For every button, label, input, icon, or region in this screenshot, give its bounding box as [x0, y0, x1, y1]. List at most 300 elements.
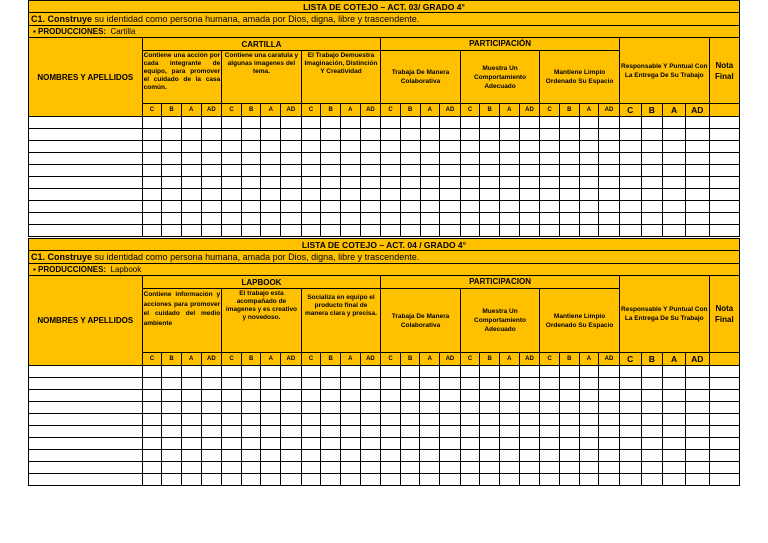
score-cell[interactable]: [480, 213, 500, 225]
score-cell[interactable]: [301, 201, 321, 213]
score-cell[interactable]: [400, 450, 420, 462]
score-cell[interactable]: [500, 402, 520, 414]
score-cell[interactable]: [321, 117, 341, 129]
score-cell[interactable]: [281, 402, 302, 414]
score-cell[interactable]: [360, 390, 381, 402]
score-cell[interactable]: [480, 141, 500, 153]
score-cell[interactable]: [142, 117, 162, 129]
score-cell[interactable]: [420, 225, 440, 237]
score-cell[interactable]: [381, 117, 401, 129]
student-name-cell[interactable]: [29, 390, 143, 402]
score-cell[interactable]: [201, 189, 222, 201]
score-cell[interactable]: [619, 426, 641, 438]
score-cell[interactable]: [500, 225, 520, 237]
score-cell[interactable]: [261, 177, 281, 189]
score-cell[interactable]: [519, 426, 540, 438]
score-cell[interactable]: [142, 177, 162, 189]
score-cell[interactable]: [599, 153, 620, 165]
score-cell[interactable]: [281, 414, 302, 426]
score-cell[interactable]: [261, 378, 281, 390]
nota-final-cell[interactable]: [709, 117, 739, 129]
score-cell[interactable]: [559, 378, 579, 390]
score-cell[interactable]: [201, 201, 222, 213]
score-cell[interactable]: [559, 189, 579, 201]
score-cell[interactable]: [460, 402, 480, 414]
score-cell[interactable]: [579, 426, 599, 438]
score-cell[interactable]: [241, 117, 261, 129]
score-cell[interactable]: [519, 153, 540, 165]
nota-final-cell[interactable]: [709, 438, 739, 450]
score-cell[interactable]: [321, 189, 341, 201]
score-cell[interactable]: [301, 153, 321, 165]
score-cell[interactable]: [460, 177, 480, 189]
score-cell[interactable]: [440, 450, 461, 462]
score-cell[interactable]: [162, 426, 182, 438]
score-cell[interactable]: [420, 426, 440, 438]
score-cell[interactable]: [440, 189, 461, 201]
score-cell[interactable]: [619, 438, 641, 450]
score-cell[interactable]: [222, 225, 242, 237]
score-cell[interactable]: [162, 378, 182, 390]
score-cell[interactable]: [579, 378, 599, 390]
score-cell[interactable]: [480, 153, 500, 165]
score-cell[interactable]: [641, 189, 663, 201]
score-cell[interactable]: [540, 201, 560, 213]
score-cell[interactable]: [460, 450, 480, 462]
score-cell[interactable]: [685, 426, 709, 438]
score-cell[interactable]: [619, 450, 641, 462]
score-cell[interactable]: [261, 153, 281, 165]
score-cell[interactable]: [579, 117, 599, 129]
score-cell[interactable]: [142, 129, 162, 141]
score-cell[interactable]: [162, 213, 182, 225]
score-cell[interactable]: [241, 426, 261, 438]
score-cell[interactable]: [579, 165, 599, 177]
score-cell[interactable]: [641, 177, 663, 189]
score-cell[interactable]: [519, 165, 540, 177]
score-cell[interactable]: [321, 426, 341, 438]
score-cell[interactable]: [142, 462, 162, 474]
score-cell[interactable]: [381, 378, 401, 390]
student-name-cell[interactable]: [29, 462, 143, 474]
score-cell[interactable]: [142, 165, 162, 177]
score-cell[interactable]: [321, 474, 341, 486]
score-cell[interactable]: [579, 438, 599, 450]
score-cell[interactable]: [222, 177, 242, 189]
score-cell[interactable]: [460, 438, 480, 450]
score-cell[interactable]: [579, 201, 599, 213]
score-cell[interactable]: [241, 153, 261, 165]
score-cell[interactable]: [599, 189, 620, 201]
score-cell[interactable]: [222, 189, 242, 201]
score-cell[interactable]: [619, 414, 641, 426]
score-cell[interactable]: [281, 165, 302, 177]
score-cell[interactable]: [619, 165, 641, 177]
score-cell[interactable]: [559, 402, 579, 414]
score-cell[interactable]: [420, 414, 440, 426]
score-cell[interactable]: [400, 117, 420, 129]
score-cell[interactable]: [579, 474, 599, 486]
score-cell[interactable]: [400, 402, 420, 414]
score-cell[interactable]: [340, 426, 360, 438]
score-cell[interactable]: [201, 402, 222, 414]
score-cell[interactable]: [241, 225, 261, 237]
score-cell[interactable]: [420, 153, 440, 165]
score-cell[interactable]: [440, 366, 461, 378]
score-cell[interactable]: [460, 225, 480, 237]
score-cell[interactable]: [641, 450, 663, 462]
score-cell[interactable]: [201, 462, 222, 474]
score-cell[interactable]: [340, 402, 360, 414]
score-cell[interactable]: [222, 450, 242, 462]
score-cell[interactable]: [540, 117, 560, 129]
student-name-cell[interactable]: [29, 450, 143, 462]
score-cell[interactable]: [685, 450, 709, 462]
score-cell[interactable]: [559, 450, 579, 462]
score-cell[interactable]: [400, 414, 420, 426]
score-cell[interactable]: [222, 153, 242, 165]
score-cell[interactable]: [162, 390, 182, 402]
score-cell[interactable]: [440, 177, 461, 189]
student-name-cell[interactable]: [29, 153, 143, 165]
score-cell[interactable]: [480, 117, 500, 129]
score-cell[interactable]: [400, 189, 420, 201]
score-cell[interactable]: [340, 201, 360, 213]
score-cell[interactable]: [142, 201, 162, 213]
student-name-cell[interactable]: [29, 414, 143, 426]
score-cell[interactable]: [420, 378, 440, 390]
score-cell[interactable]: [519, 189, 540, 201]
score-cell[interactable]: [281, 189, 302, 201]
score-cell[interactable]: [440, 462, 461, 474]
student-name-cell[interactable]: [29, 438, 143, 450]
score-cell[interactable]: [619, 141, 641, 153]
score-cell[interactable]: [579, 462, 599, 474]
score-cell[interactable]: [261, 129, 281, 141]
score-cell[interactable]: [599, 378, 620, 390]
score-cell[interactable]: [440, 402, 461, 414]
score-cell[interactable]: [420, 141, 440, 153]
score-cell[interactable]: [400, 462, 420, 474]
score-cell[interactable]: [162, 201, 182, 213]
score-cell[interactable]: [663, 378, 686, 390]
score-cell[interactable]: [460, 141, 480, 153]
score-cell[interactable]: [440, 414, 461, 426]
score-cell[interactable]: [559, 177, 579, 189]
score-cell[interactable]: [400, 225, 420, 237]
score-cell[interactable]: [222, 438, 242, 450]
student-name-cell[interactable]: [29, 426, 143, 438]
score-cell[interactable]: [281, 117, 302, 129]
score-cell[interactable]: [321, 402, 341, 414]
score-cell[interactable]: [340, 225, 360, 237]
score-cell[interactable]: [500, 213, 520, 225]
score-cell[interactable]: [641, 141, 663, 153]
score-cell[interactable]: [460, 117, 480, 129]
score-cell[interactable]: [599, 141, 620, 153]
score-cell[interactable]: [381, 414, 401, 426]
score-cell[interactable]: [261, 390, 281, 402]
score-cell[interactable]: [663, 117, 686, 129]
score-cell[interactable]: [400, 438, 420, 450]
score-cell[interactable]: [162, 438, 182, 450]
score-cell[interactable]: [261, 474, 281, 486]
score-cell[interactable]: [540, 141, 560, 153]
score-cell[interactable]: [500, 390, 520, 402]
score-cell[interactable]: [181, 141, 201, 153]
score-cell[interactable]: [241, 390, 261, 402]
score-cell[interactable]: [281, 462, 302, 474]
score-cell[interactable]: [480, 225, 500, 237]
student-name-cell[interactable]: [29, 213, 143, 225]
score-cell[interactable]: [685, 402, 709, 414]
score-cell[interactable]: [400, 213, 420, 225]
score-cell[interactable]: [519, 474, 540, 486]
score-cell[interactable]: [201, 474, 222, 486]
score-cell[interactable]: [241, 177, 261, 189]
score-cell[interactable]: [579, 450, 599, 462]
score-cell[interactable]: [340, 450, 360, 462]
score-cell[interactable]: [480, 366, 500, 378]
score-cell[interactable]: [261, 402, 281, 414]
score-cell[interactable]: [519, 141, 540, 153]
score-cell[interactable]: [559, 426, 579, 438]
score-cell[interactable]: [360, 201, 381, 213]
score-cell[interactable]: [663, 414, 686, 426]
score-cell[interactable]: [685, 177, 709, 189]
score-cell[interactable]: [162, 414, 182, 426]
score-cell[interactable]: [540, 414, 560, 426]
score-cell[interactable]: [619, 402, 641, 414]
score-cell[interactable]: [619, 366, 641, 378]
student-name-cell[interactable]: [29, 378, 143, 390]
score-cell[interactable]: [579, 213, 599, 225]
score-cell[interactable]: [599, 414, 620, 426]
score-cell[interactable]: [360, 165, 381, 177]
score-cell[interactable]: [281, 426, 302, 438]
score-cell[interactable]: [540, 450, 560, 462]
score-cell[interactable]: [241, 366, 261, 378]
score-cell[interactable]: [540, 474, 560, 486]
score-cell[interactable]: [663, 390, 686, 402]
score-cell[interactable]: [261, 225, 281, 237]
score-cell[interactable]: [685, 438, 709, 450]
score-cell[interactable]: [181, 450, 201, 462]
score-cell[interactable]: [340, 462, 360, 474]
score-cell[interactable]: [663, 213, 686, 225]
score-cell[interactable]: [381, 165, 401, 177]
score-cell[interactable]: [241, 450, 261, 462]
score-cell[interactable]: [201, 141, 222, 153]
score-cell[interactable]: [321, 225, 341, 237]
score-cell[interactable]: [142, 153, 162, 165]
score-cell[interactable]: [301, 426, 321, 438]
score-cell[interactable]: [222, 378, 242, 390]
nota-final-cell[interactable]: [709, 402, 739, 414]
score-cell[interactable]: [241, 438, 261, 450]
nota-final-cell[interactable]: [709, 426, 739, 438]
score-cell[interactable]: [599, 165, 620, 177]
score-cell[interactable]: [540, 225, 560, 237]
score-cell[interactable]: [381, 189, 401, 201]
score-cell[interactable]: [500, 474, 520, 486]
score-cell[interactable]: [440, 141, 461, 153]
score-cell[interactable]: [460, 189, 480, 201]
score-cell[interactable]: [222, 462, 242, 474]
score-cell[interactable]: [420, 462, 440, 474]
score-cell[interactable]: [381, 225, 401, 237]
score-cell[interactable]: [519, 414, 540, 426]
score-cell[interactable]: [222, 414, 242, 426]
score-cell[interactable]: [619, 378, 641, 390]
score-cell[interactable]: [181, 366, 201, 378]
score-cell[interactable]: [360, 141, 381, 153]
score-cell[interactable]: [241, 402, 261, 414]
score-cell[interactable]: [663, 450, 686, 462]
score-cell[interactable]: [559, 438, 579, 450]
score-cell[interactable]: [440, 129, 461, 141]
score-cell[interactable]: [500, 378, 520, 390]
score-cell[interactable]: [579, 414, 599, 426]
score-cell[interactable]: [440, 426, 461, 438]
score-cell[interactable]: [400, 177, 420, 189]
student-name-cell[interactable]: [29, 189, 143, 201]
score-cell[interactable]: [500, 177, 520, 189]
score-cell[interactable]: [440, 201, 461, 213]
score-cell[interactable]: [460, 165, 480, 177]
score-cell[interactable]: [381, 153, 401, 165]
nota-final-cell[interactable]: [709, 225, 739, 237]
score-cell[interactable]: [400, 366, 420, 378]
score-cell[interactable]: [201, 117, 222, 129]
score-cell[interactable]: [480, 390, 500, 402]
score-cell[interactable]: [340, 129, 360, 141]
score-cell[interactable]: [321, 201, 341, 213]
score-cell[interactable]: [559, 414, 579, 426]
score-cell[interactable]: [281, 201, 302, 213]
score-cell[interactable]: [181, 201, 201, 213]
score-cell[interactable]: [381, 366, 401, 378]
score-cell[interactable]: [685, 462, 709, 474]
score-cell[interactable]: [241, 474, 261, 486]
score-cell[interactable]: [142, 366, 162, 378]
score-cell[interactable]: [460, 474, 480, 486]
score-cell[interactable]: [480, 129, 500, 141]
score-cell[interactable]: [641, 402, 663, 414]
score-cell[interactable]: [460, 414, 480, 426]
score-cell[interactable]: [181, 426, 201, 438]
score-cell[interactable]: [440, 225, 461, 237]
score-cell[interactable]: [641, 462, 663, 474]
score-cell[interactable]: [301, 165, 321, 177]
score-cell[interactable]: [400, 141, 420, 153]
score-cell[interactable]: [599, 450, 620, 462]
score-cell[interactable]: [641, 117, 663, 129]
score-cell[interactable]: [540, 177, 560, 189]
score-cell[interactable]: [641, 129, 663, 141]
score-cell[interactable]: [440, 213, 461, 225]
score-cell[interactable]: [340, 438, 360, 450]
score-cell[interactable]: [241, 189, 261, 201]
score-cell[interactable]: [142, 450, 162, 462]
score-cell[interactable]: [540, 390, 560, 402]
score-cell[interactable]: [301, 141, 321, 153]
score-cell[interactable]: [663, 474, 686, 486]
score-cell[interactable]: [301, 378, 321, 390]
score-cell[interactable]: [201, 153, 222, 165]
score-cell[interactable]: [321, 378, 341, 390]
nota-final-cell[interactable]: [709, 141, 739, 153]
score-cell[interactable]: [599, 129, 620, 141]
score-cell[interactable]: [181, 390, 201, 402]
score-cell[interactable]: [301, 402, 321, 414]
score-cell[interactable]: [222, 474, 242, 486]
student-name-cell[interactable]: [29, 474, 143, 486]
score-cell[interactable]: [142, 189, 162, 201]
student-name-cell[interactable]: [29, 225, 143, 237]
score-cell[interactable]: [579, 141, 599, 153]
score-cell[interactable]: [360, 153, 381, 165]
score-cell[interactable]: [663, 201, 686, 213]
score-cell[interactable]: [360, 225, 381, 237]
score-cell[interactable]: [321, 438, 341, 450]
score-cell[interactable]: [663, 141, 686, 153]
score-cell[interactable]: [400, 426, 420, 438]
score-cell[interactable]: [460, 201, 480, 213]
score-cell[interactable]: [281, 378, 302, 390]
score-cell[interactable]: [261, 414, 281, 426]
score-cell[interactable]: [519, 366, 540, 378]
score-cell[interactable]: [641, 165, 663, 177]
score-cell[interactable]: [162, 366, 182, 378]
score-cell[interactable]: [685, 378, 709, 390]
score-cell[interactable]: [162, 450, 182, 462]
score-cell[interactable]: [321, 141, 341, 153]
score-cell[interactable]: [420, 129, 440, 141]
score-cell[interactable]: [241, 213, 261, 225]
score-cell[interactable]: [500, 189, 520, 201]
score-cell[interactable]: [241, 462, 261, 474]
score-cell[interactable]: [181, 117, 201, 129]
score-cell[interactable]: [321, 153, 341, 165]
score-cell[interactable]: [685, 129, 709, 141]
score-cell[interactable]: [340, 153, 360, 165]
score-cell[interactable]: [261, 201, 281, 213]
score-cell[interactable]: [222, 426, 242, 438]
score-cell[interactable]: [222, 117, 242, 129]
score-cell[interactable]: [162, 474, 182, 486]
score-cell[interactable]: [480, 450, 500, 462]
score-cell[interactable]: [440, 165, 461, 177]
score-cell[interactable]: [181, 153, 201, 165]
score-cell[interactable]: [579, 153, 599, 165]
score-cell[interactable]: [381, 129, 401, 141]
score-cell[interactable]: [321, 390, 341, 402]
score-cell[interactable]: [222, 366, 242, 378]
student-name-cell[interactable]: [29, 117, 143, 129]
score-cell[interactable]: [559, 225, 579, 237]
nota-final-cell[interactable]: [709, 390, 739, 402]
score-cell[interactable]: [619, 189, 641, 201]
score-cell[interactable]: [559, 141, 579, 153]
score-cell[interactable]: [420, 402, 440, 414]
score-cell[interactable]: [559, 117, 579, 129]
score-cell[interactable]: [181, 129, 201, 141]
score-cell[interactable]: [559, 165, 579, 177]
score-cell[interactable]: [281, 225, 302, 237]
score-cell[interactable]: [540, 129, 560, 141]
score-cell[interactable]: [480, 177, 500, 189]
